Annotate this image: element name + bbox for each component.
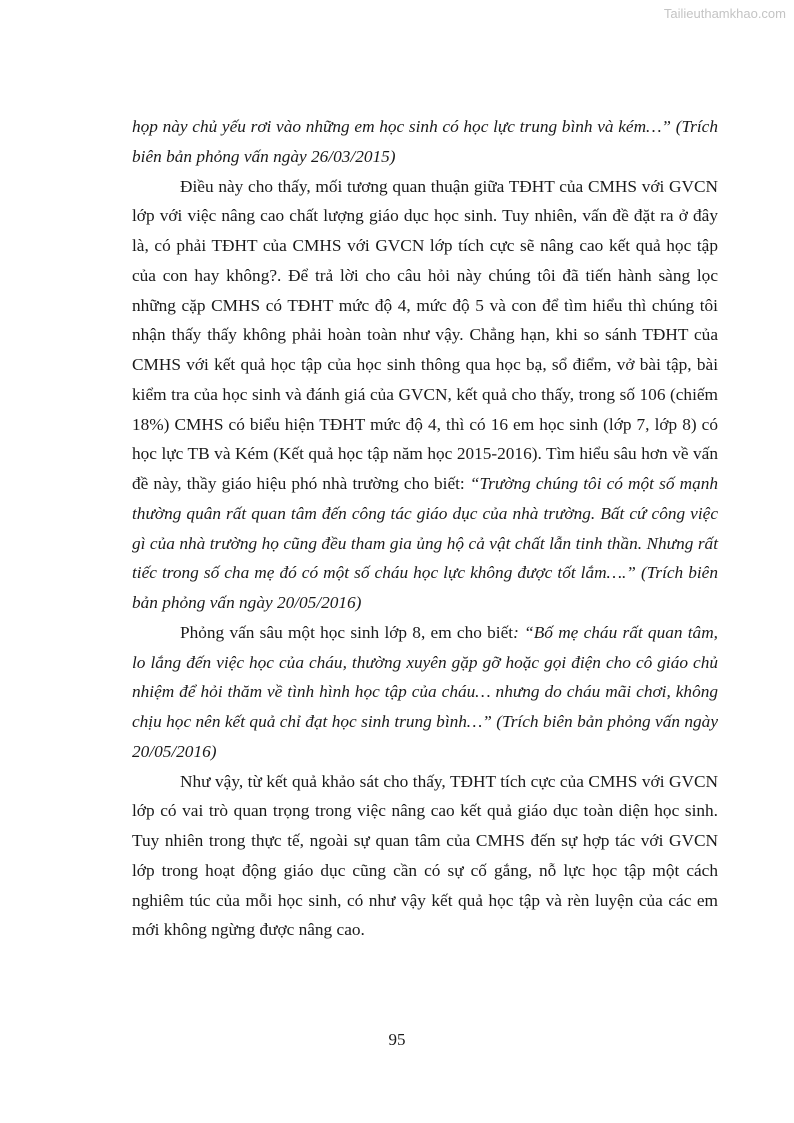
paragraph-text: Phỏng vấn sâu một học sinh lớp 8, em cho biết: [180, 622, 514, 642]
watermark: Tailieuthamkhao.com: [663, 6, 786, 21]
document-body: [132, 112, 718, 945]
page-number: 95: [388, 1030, 406, 1049]
quote-continuation: họp này chủ yếu rơi vào những em học sinh có học lực trung bình và kém…” (Trích biên bản phỏng vấn ngày 26/03/2015): [132, 117, 718, 166]
paragraph-text: Điều này cho thấy, mối tương quan thuận giữa TĐHT của CMHS với GVCN lớp với việc nâng cao chất lượng giáo dục học sinh. Tuy nhiên, vấn đề đặt ra ở đây là, có phải TĐHT của CMHS với GVCN lớp tích cực sẽ nâng cao kết quả học tập của con hay không?. Để trả lời cho câu hỏi này chúng tôi đã tiến hành sàng lọc những cặp CMHS có TĐHT mức độ 4, mức độ 5 và con để tìm hiểu thì chúng tôi nhận thấy thấy không phải hoàn toàn như vậy. Chẳng hạn, khi so sánh TĐHT của CMHS với kết quả học tập của học sinh thông qua học bạ, sổ điểm, vở bài tập, bài kiểm tra của học sinh và đánh giá của GVCN, kết quả cho thấy, trong số 106 (chiếm 18%) CMHS có biểu hiện TĐHT mức độ 4, thì có 16 em học sinh (lớp 7, lớp 8) có học lực TB và Kém (Kết quả học tập năm học 2015-2016). Tìm hiểu sâu hơn về vấn đề này, thầy giáo hiệu phó nhà trường cho biết:: [132, 176, 718, 493]
paragraph-analysis: [132, 172, 718, 618]
paragraph-conclusion: Như vậy, từ kết quả khảo sát cho thấy, TĐHT tích cực của CMHS với GVCN lớp có vai trò quan trọng trong việc nâng cao kết quả giáo dục toàn diện học sinh. Tuy nhiên trong thực tế, ngoài sự quan tâm của CMHS đến sự hợp tác với GVCN lớp trong hoạt động giáo dục cũng cần có sự cố gắng, nỗ lực học tập một cách nghiêm túc của mỗi học sinh, có như vậy kết quả học tập và rèn luyện của các em mới không ngừng được nâng cao.: [132, 771, 718, 940]
interview-quote: : “Bố mẹ cháu rất quan tâm, lo lắng đến việc học của cháu, thường xuyên gặp gỡ hoặc gọi điện cho cô giáo chủ nhiệm để hỏi thăm về tình hình học tập của cháu… nhưng do cháu mãi chơi, không chịu học nên kết quả chỉ đạt học sinh trung bình…” (Trích biên bản phỏng vấn ngày 20/05/2016): [132, 622, 719, 761]
paragraph-student-interview: [132, 618, 718, 767]
interview-quote: “Trường chúng tôi có một số mạnh thường quân rất quan tâm đến công tác giáo dục của nhà trường. Bất cứ công việc gì của nhà trường họ cũng đều tham gia ủng hộ cả vật chất lẫn tinh thần. Nhưng rất tiếc trong số cha mẹ đó có một số cháu học lực không được tốt lắm….” (Trích biên bản phỏng vấn ngày 20/05/2016): [132, 474, 718, 612]
